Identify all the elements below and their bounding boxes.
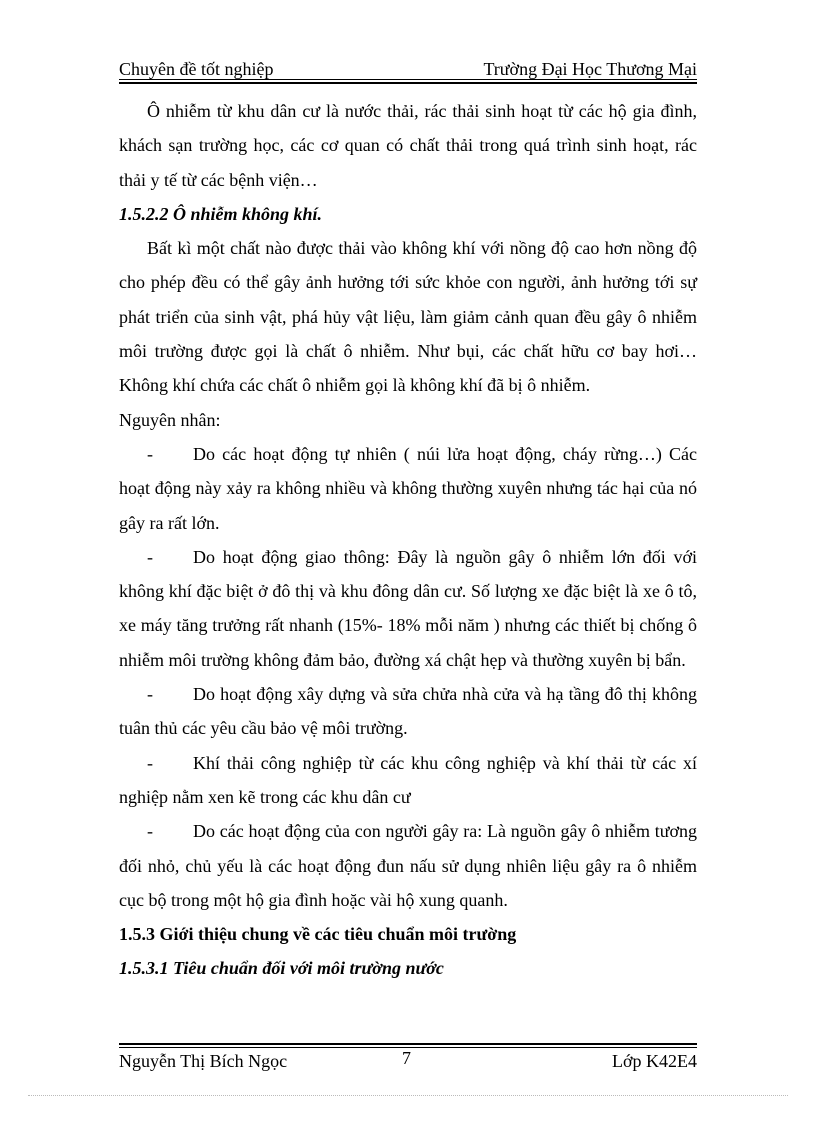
bullet-text: Do hoạt động xây dựng và sửa chửa nhà cửa và hạ tầng đô thị không tuân thủ các yêu cầu bảo vệ môi trường. [119, 684, 697, 739]
bullet-item [119, 746, 697, 815]
page-number: 7 [402, 1048, 411, 1068]
page-bottom-edge [28, 1095, 788, 1096]
heading-water-standards: 1.5.3.1 Tiêu chuẩn đối với môi trường nước [119, 958, 444, 979]
footer-author: Nguyễn Thị Bích Ngọc [119, 1051, 288, 1071]
heading-environmental-standards: 1.5.3 Giới thiệu chung về các tiêu chuẩn môi trường [119, 924, 517, 945]
bullet-item [119, 437, 697, 540]
paragraph-air-pollution: Bất kì một chất nào được thải vào không khí với nồng độ cao hơn nồng độ cho phép đều có thể gây ảnh hưởng tới sức khỏe con người, ảnh hưởng tới sự phát triển của sinh vật, phá hủy vật liệu, làm giảm cảnh quan đều gây ô nhiễm môi trường được gọi là chất ô nhiễm. Như bụi, các chất hữu cơ bay hơi…Không khí chứa các chất ô nhiễm gọi là không khí đã bị ô nhiễm. [119, 238, 697, 396]
bullet-text: Do các hoạt động tự nhiên ( núi lửa hoạt động, cháy rừng…) Các hoạt động này xảy ra không nhiều và không thường xuyên nhưng tác hại của nó gây ra rất lớn. [119, 443, 697, 533]
header-left-text: Chuyên đề tốt nghiệp [119, 59, 274, 79]
header-right-text: Trường Đại Học Thương Mại [483, 59, 697, 79]
paragraph-causes-label: Nguyên nhân: [119, 409, 221, 430]
bullet-marker: - [147, 443, 153, 464]
bullet-text: Khí thải công nghiệp từ các khu công nghiệp và khí thải từ các xí nghiệp nằm xen kẽ trong các khu dân cư [119, 752, 697, 807]
bullet-text: Do hoạt động giao thông: Đây là nguồn gây ô nhiễm lớn đối với không khí đặc biệt ở đô thị và khu đông dân cư. Số lượng xe đặc biệt là xe ô tô, xe máy tăng trưởng rất nhanh (15%- 18% mỗi năm ) nhưng các thiết bị chống ô nhiễm môi trường không đảm bảo, đường xá chật hẹp và thường xuyên bị bẩn. [119, 546, 697, 670]
bullet-item [119, 814, 697, 917]
bullet-item [119, 540, 697, 677]
page-footer [119, 1048, 697, 1079]
page-header [119, 48, 697, 80]
bullet-marker: - [147, 821, 153, 842]
bullet-marker: - [147, 752, 153, 773]
bullet-text: Do các hoạt động của con người gây ra: Là nguồn gây ô nhiễm tương đối nhỏ, chủ yếu là các hoạt động đun nấu sử dụng nhiên liệu gây ra ô nhiễm cục bộ trong một hộ gia đình hoặc vài hộ xung quanh. [119, 821, 697, 910]
page-content [119, 94, 697, 986]
footer-class: Lớp K42E4 [611, 1051, 697, 1071]
header-rule [119, 79, 697, 80]
header-rule-thick [119, 82, 697, 84]
bullet-marker: - [147, 546, 153, 567]
bullet-item [119, 677, 697, 746]
paragraph-residential-pollution: Ô nhiễm từ khu dân cư là nước thải, rác thải sinh hoạt từ các hộ gia đình, khách sạn trường học, các cơ quan có chất thải trong quá trình sinh hoạt, rác thải y tế từ các bệnh viện… [119, 101, 697, 190]
footer-rule-thick [119, 1043, 697, 1045]
bullet-marker: - [147, 684, 153, 705]
heading-air-pollution: 1.5.2.2 Ô nhiễm không khí. [119, 203, 323, 224]
